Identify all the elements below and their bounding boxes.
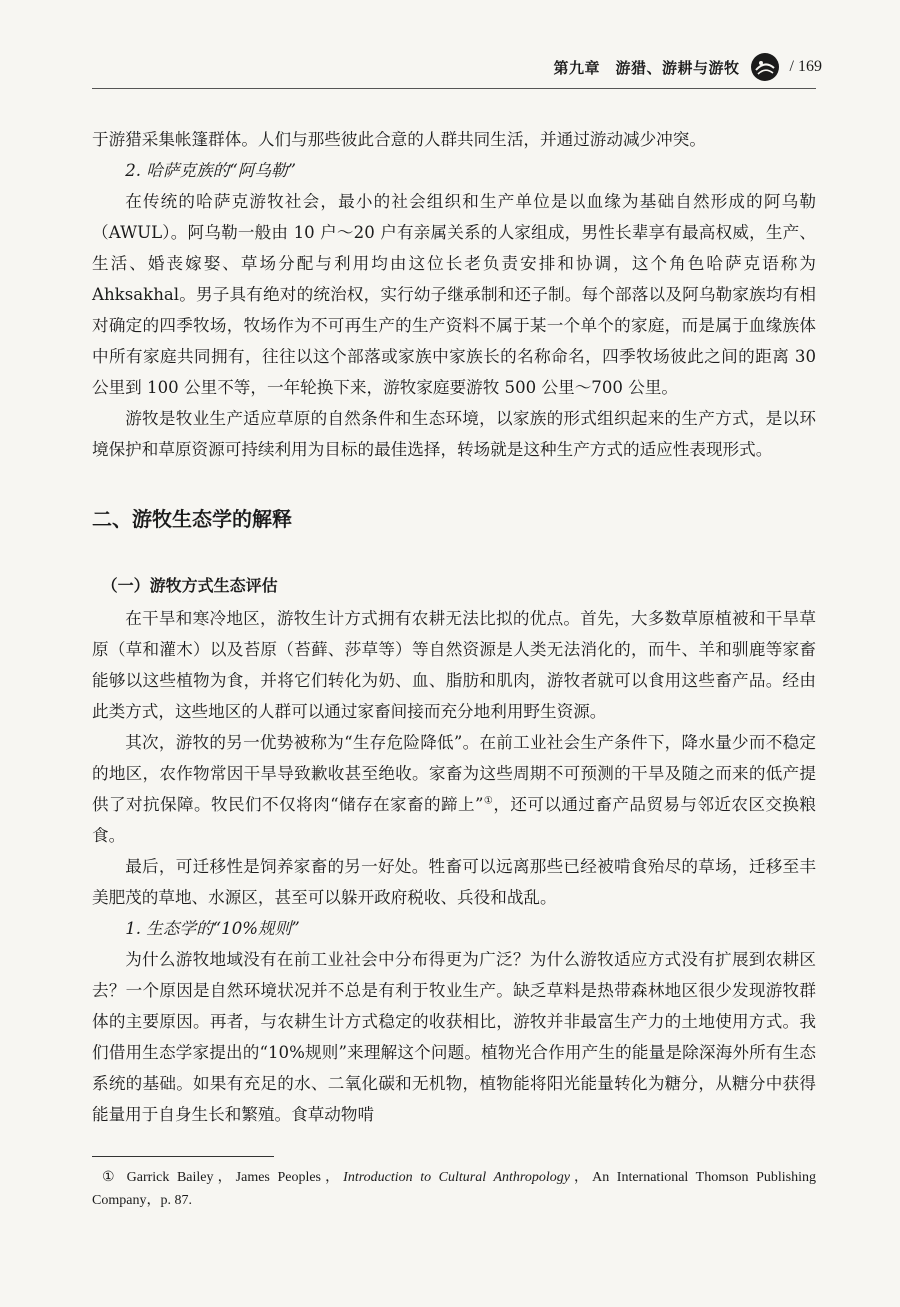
footnote xyxy=(92,1166,816,1212)
main-text xyxy=(92,124,816,1130)
subheading-awul: 2. 哈萨克族的“阿乌勒” xyxy=(125,161,297,180)
paragraph-awul: 在传统的哈萨克游牧社会，最小的社会组织和生产单位是以血缘为基础自然形成的阿乌勒（AWUL）。阿乌勒一般由 10 户～20 户有亲属关系的人家组成，男性长辈享有最高权威，生产、生活、婚丧嫁娶、草场分配与利用均由这位长老负责安排和协调，这个角色哈萨克语称为 Ahksakhal。男子具有绝对的统治权，实行幼子继承制和还子制。每个部落以及阿乌勒家族均有相对确定的四季牧场，牧场作为不可再生产的生产资料不属于某一个单个的家庭，而是属于血缘族体中所有家庭共同拥有，往往以这个部落或家族中家族长的名称命名，四季牧场彼此之间的距离 30 公里到 100 公里不等，一年轮换下来，游牧家庭要游牧 500 公里～700 公里。 xyxy=(92,192,816,397)
header-divider xyxy=(92,88,816,89)
paragraph-ten-percent-rule: 为什么游牧地域没有在前工业社会中分布得更为广泛？为什么游牧适应方式没有扩展到农耕区去？一个原因是自然环境状况并不总是有利于牧业生产。缺乏草料是热带森林地区很少发现游牧群体的主要原因。再者，与农耕生计方式稳定的收获相比，游牧并非最富生产力的土地使用方式。我们借用生态学家提出的“10%规则”来理解这个问题。植物光合作用产生的能量是除深海外所有生态系统的基础。如果有充足的水、二氧化碳和无机物，植物能将阳光能量转化为糖分，从糖分中获得能量用于自身生长和繁殖。食草动物啃 xyxy=(92,950,816,1124)
page-number: / 169 xyxy=(789,58,822,75)
paragraph-continued: 于游猎采集帐篷群体。人们与那些彼此合意的人群共同生活，并通过游动减少冲突。 xyxy=(92,130,706,149)
section-title: 二、游牧生态学的解释 xyxy=(92,507,292,531)
footnote-divider xyxy=(92,1156,274,1157)
subheading-ten-percent-rule: 1. 生态学的“10%规则” xyxy=(125,919,300,938)
footnote-publisher: ，An International Thomson Publishing Company，p. 87. xyxy=(92,1170,817,1208)
subsection-title: （一）游牧方式生态评估 xyxy=(101,576,278,595)
running-header xyxy=(554,52,822,82)
footnote-marker: ① xyxy=(102,1170,119,1185)
chapter-title: 第九章 游猎、游耕与游牧 xyxy=(553,58,740,77)
footnote-reference[interactable]: ① xyxy=(483,795,494,807)
paragraph-nomadism: 游牧是牧业生产适应草原的自然条件和生态环境，以家族的形式组织起来的生产方式，是以环境保护和草原资源可持续利用为目标的最佳选择，转场就是这种生产方式的适应性表现形式。 xyxy=(92,409,816,459)
footnote-book-title: Introduction to Cultural Anthropology xyxy=(343,1170,570,1185)
paragraph-second-advantage xyxy=(92,727,816,851)
paragraph-second-text-b: ，还可以通过畜产品贸易与邻近农区交换粮食。 xyxy=(92,795,817,845)
footnote-authors: Garrick Bailey，James Peoples， xyxy=(126,1170,344,1185)
paragraph-first-advantage: 在干旱和寒冷地区，游牧生计方式拥有农耕无法比拟的优点。首先，大多数草原植被和干旱草原（草和灌木）以及苔原（苔藓、莎草等）等自然资源是人类无法消化的，而牛、羊和驯鹿等家畜能够以这些植物为食，并将它们转化为奶、血、脂肪和肌肉，游牧者就可以食用这些畜产品。经由此类方式，这些地区的人群可以通过家畜间接而充分地利用野生资源。 xyxy=(92,609,816,721)
paragraph-mobility: 最后，可迁移性是饲养家畜的另一好处。牲畜可以远离那些已经被啃食殆尽的草场，迁移至丰美肥茂的草地、水源区，甚至可以躲开政府税收、兵役和战乱。 xyxy=(92,857,816,907)
publisher-logo-icon xyxy=(750,52,780,82)
paragraph-second-text-a: 其次，游牧的另一优势被称为“生存危险降低”。在前工业社会生产条件下，降水量少而不稳定的地区，农作物常因干旱导致歉收甚至绝收。家畜为这些周期不可预测的干旱及随之而来的低产提供了对抗保障。牧民们不仅将肉“储存在家畜的蹄上” xyxy=(92,733,816,814)
